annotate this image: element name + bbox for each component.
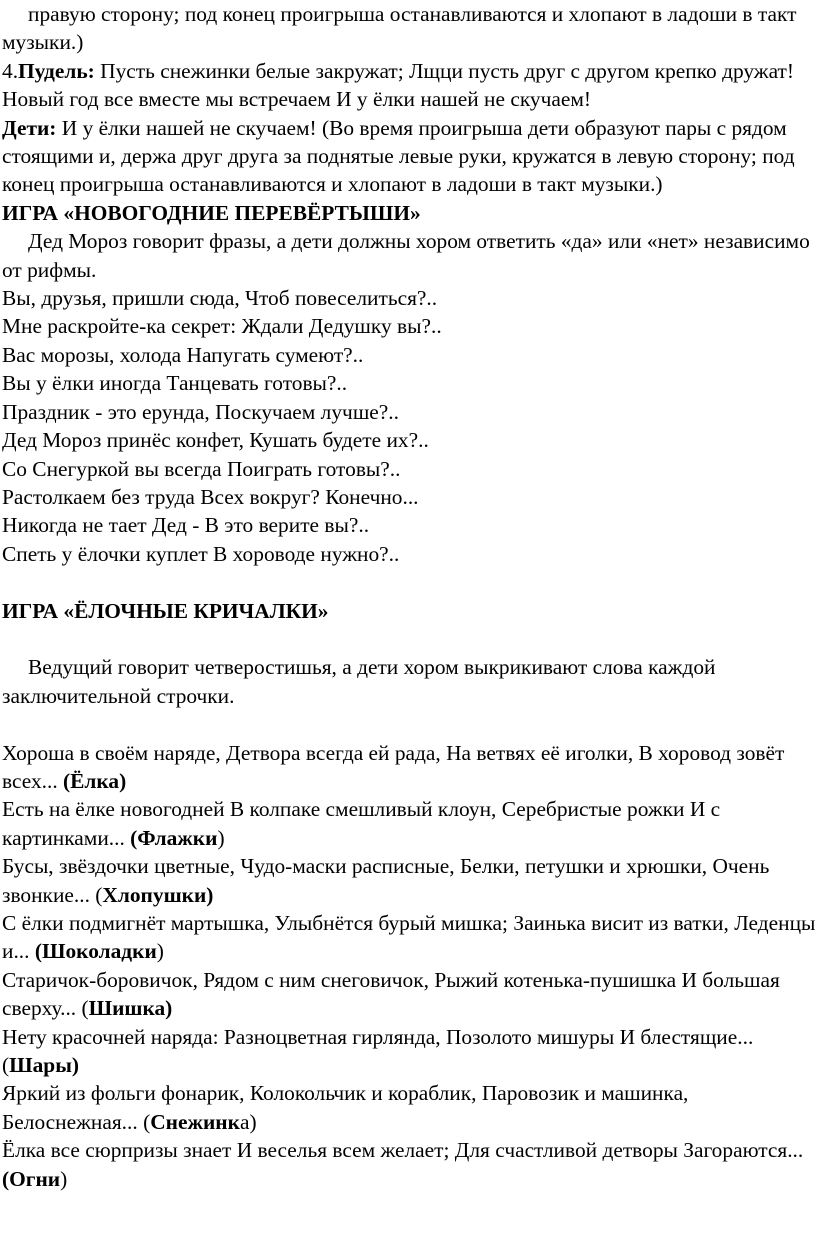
intro-text: правую сторону; под конец проигрыша останавливаются и хлопают в ладоши в такт музыки.) [2, 2, 797, 55]
intro-paragraph [2, 0, 816, 57]
children-text: И у ёлки нашей не скучаем! (Во время проигрыша дети образуют пары с рядом стоящими и, держа друг друга за поднятые левые руки, кружатся в левую сторону; под конец проигрыша останавливаются и хлопают в ладоши в такт музыки.) [2, 115, 795, 197]
verse-tail: ) [60, 1166, 68, 1191]
verse-answer: (Флажки [130, 825, 218, 850]
verse-answer: (Огни [2, 1166, 61, 1191]
game1-description: Дед Мороз говорит фразы, а дети должны хором ответить «да» или «нет» независимо от рифмы. [2, 229, 810, 282]
game1-line: Никогда не тает Дед - В это верите вы?.. [2, 513, 370, 538]
verse-text: Старичок-боровичок, Рядом с ним снеговичок, Рыжий котенька-пушишка И большая сверху... ( [2, 967, 780, 1021]
game2-verse [2, 1023, 816, 1080]
poodle-number: 4. [2, 58, 19, 83]
verse-answer: Хлопушки) [102, 882, 214, 907]
verse-answer: Шишка) [88, 996, 173, 1021]
game1-line: Дед Мороз принёс конфет, Кушать будете их?.. [2, 428, 429, 453]
game1-line: Вы у ёлки иногда Танцевать готовы?.. [2, 371, 348, 396]
verse-tail: ) [217, 825, 225, 850]
game1-line: Вы, друзья, пришли сюда, Чтоб повеселиться?.. [2, 286, 438, 311]
spacer [2, 568, 816, 596]
poodle-paragraph [2, 57, 816, 114]
game2-title: ИГРА «ЁЛОЧНЫЕ КРИЧАЛКИ» [2, 598, 329, 623]
game1-line: Мне раскройте-ка секрет: Ждали Дедушку вы?.. [2, 314, 442, 339]
spacer [2, 625, 816, 653]
verse-tail: а) [239, 1109, 257, 1134]
verse-text: Нету красочней наряда: Разноцветная гирлянда, Позолото мишуры И блестящие... ( [2, 1024, 754, 1077]
poodle-speaker: Пудель: [18, 58, 95, 83]
children-paragraph [2, 114, 816, 199]
game2-verse [2, 852, 816, 909]
game2-verse [2, 795, 816, 852]
verse-answer: Снежинк [150, 1109, 240, 1134]
verse-text: Яркий из фольги фонарик, Колокольчик и кораблик, Паровозик и машинка, Белоснежная... ( [2, 1081, 689, 1134]
game1-title: ИГРА «НОВОГОДНИЕ ПЕРЕВЁРТЫШИ» [2, 200, 421, 225]
verse-answer: Шары) [9, 1052, 80, 1077]
verse-tail: ) [156, 939, 164, 964]
verse-answer: (Шоколадки [34, 939, 157, 964]
game1-line: Растолкаем без труда Всех вокруг? Конечно... [2, 484, 419, 509]
game2-verse [2, 739, 816, 796]
verse-text: Есть на ёлке новогодней В колпаке смешливый клоун, Серебристые рожки И с картинками... [2, 797, 721, 850]
spacer [2, 710, 816, 738]
children-speaker: Дети: [2, 115, 57, 140]
game2-verse [2, 909, 816, 966]
game2-verse [2, 966, 816, 1023]
game2-verse [2, 1136, 816, 1193]
verse-text: Хороша в своём наряде, Детвора всегда ей рада, На ветвях её иголки, В хоровод зовёт всех... [2, 740, 785, 793]
verse-answer: (Ёлка) [63, 768, 127, 793]
game2-description: Ведущий говорит четверостишья, а дети хором выкрикивают слова каждой заключительной строчки. [2, 655, 716, 708]
verse-text: Ёлка все сюрпризы знает И веселья всем желает; Для счастливой детворы Загораются... [2, 1138, 804, 1163]
verse-text: С ёлки подмигнёт мартышка, Улыбнётся бурый мишка; Заинька висит из ватки, Леденцы и... [2, 910, 816, 964]
game1-line: Вас морозы, холода Напугать сумеют?.. [2, 342, 364, 367]
game2-verse [2, 1079, 816, 1136]
game1-line: Со Снегуркой вы всегда Поиграть готовы?.. [2, 456, 401, 481]
verse-text: Бусы, звёздочки цветные, Чудо-маски расписные, Белки, петушки и хрюшки, Очень звонкие... ( [2, 854, 770, 907]
game1-line: Спеть у ёлочки куплет В хороводе нужно?.. [2, 541, 400, 566]
game1-line: Праздник - это ерунда, Поскучаем лучше?.. [2, 399, 399, 424]
poodle-text: Пусть снежинки белые закружат; Лщци пусть друг с другом крепко дружат! Новый год все вместе мы встречаем И у ёлки нашей не скучаем! [2, 58, 794, 112]
